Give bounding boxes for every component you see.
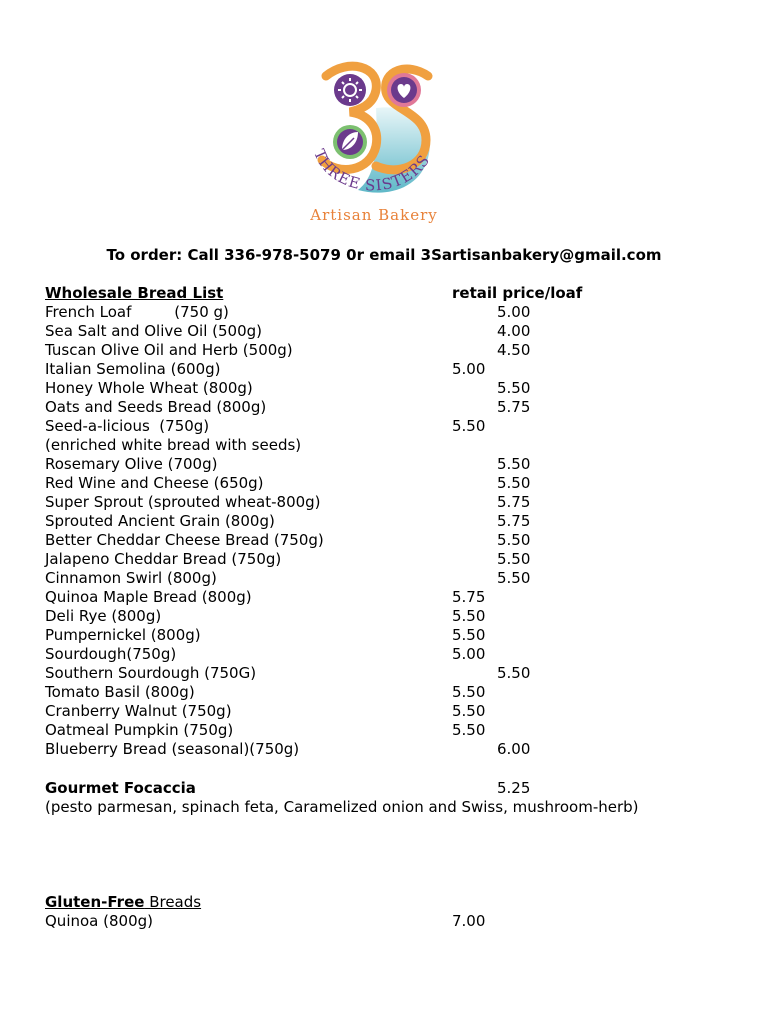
- item-price: 5.75: [497, 512, 531, 530]
- list-item: [45, 322, 745, 341]
- list-item: [45, 588, 745, 607]
- list-item: [45, 912, 745, 931]
- item-name: Sourdough(750g): [45, 645, 177, 663]
- gluten-free-header: [45, 893, 745, 912]
- list-item: [45, 417, 745, 436]
- item-name: Oatmeal Pumpkin (750g): [45, 721, 234, 739]
- logo-tagline: Artisan Bakery: [310, 206, 438, 224]
- item-price: 5.50: [497, 550, 531, 568]
- list-item: [45, 360, 745, 379]
- sun-icon: [334, 74, 366, 106]
- item-name: French Loaf (750 g): [45, 303, 229, 321]
- item-price: 7.00: [452, 912, 486, 930]
- item-price: 6.00: [497, 740, 531, 758]
- item-price: 5.50: [452, 626, 486, 644]
- list-item: [45, 379, 745, 398]
- item-name: Italian Semolina (600g): [45, 360, 221, 378]
- item-name: Quinoa (800g): [45, 912, 153, 930]
- list-item: [45, 740, 745, 759]
- item-price: 5.50: [497, 474, 531, 492]
- item-price: 4.50: [497, 341, 531, 359]
- item-price: 5.50: [497, 531, 531, 549]
- focaccia-varieties-text: (pesto parmesan, spinach feta, Caramelized onion and Swiss, mushroom-herb): [45, 798, 639, 816]
- leaf-icon: [333, 125, 367, 159]
- item-name: Southern Sourdough (750G): [45, 664, 257, 682]
- list-item: [45, 398, 745, 417]
- item-price: 5.00: [452, 645, 486, 663]
- list-item: [45, 436, 745, 455]
- item-price: 5.75: [497, 493, 531, 511]
- item-name: Sea Salt and Olive Oil (500g): [45, 322, 263, 340]
- item-price: 5.50: [497, 379, 531, 397]
- list-item: [45, 664, 745, 683]
- item-name: Super Sprout (sprouted wheat-800g): [45, 493, 321, 511]
- item-price: 5.75: [452, 588, 486, 606]
- list-item: [45, 721, 745, 740]
- item-name: Honey Whole Wheat (800g): [45, 379, 253, 397]
- item-name: Blueberry Bread (seasonal)(750g): [45, 740, 300, 758]
- item-price: 5.00: [497, 303, 531, 321]
- item-name: Red Wine and Cheese (650g): [45, 474, 264, 492]
- heart-icon: [387, 73, 421, 107]
- item-price: 5.50: [497, 569, 531, 587]
- item-price: 5.50: [452, 607, 486, 625]
- item-name: Tomato Basil (800g): [45, 683, 195, 701]
- item-name: Oats and Seeds Bread (800g): [45, 398, 267, 416]
- item-price: 5.50: [497, 455, 531, 473]
- list-item: [45, 303, 745, 322]
- list-item: [45, 341, 745, 360]
- item-price: 5.50: [452, 683, 486, 701]
- item-name: Tuscan Olive Oil and Herb (500g): [45, 341, 293, 359]
- list-item: [45, 455, 745, 474]
- list-item: [45, 550, 745, 569]
- wholesale-header: [45, 284, 745, 303]
- focaccia-row: [45, 779, 745, 798]
- focaccia-varieties: [45, 798, 745, 817]
- list-item: [45, 607, 745, 626]
- list-item: [45, 683, 745, 702]
- focaccia-price: 5.25: [497, 779, 531, 797]
- list-item: [45, 531, 745, 550]
- price-heading: retail price/loaf: [452, 284, 583, 302]
- list-item: [45, 702, 745, 721]
- item-name: Pumpernickel (800g): [45, 626, 201, 644]
- item-price: 5.50: [497, 664, 531, 682]
- item-name: Jalapeno Cheddar Bread (750g): [45, 550, 282, 568]
- item-price: 4.00: [497, 322, 531, 340]
- item-name: Deli Rye (800g): [45, 607, 162, 625]
- item-name: Cranberry Walnut (750g): [45, 702, 232, 720]
- order-contact: To order: Call 336-978-5079 0r email 3Sartisanbakery@gmail.com: [106, 246, 662, 264]
- item-price: 5.50: [452, 721, 486, 739]
- list-item: [45, 512, 745, 531]
- list-item: [45, 569, 745, 588]
- list-item: [45, 626, 745, 645]
- item-price: 5.50: [452, 702, 486, 720]
- focaccia-heading: Gourmet Focaccia: [45, 779, 196, 797]
- gluten-free-heading: [45, 893, 201, 912]
- item-price: 5.75: [497, 398, 531, 416]
- item-name: (enriched white bread with seeds): [45, 436, 302, 454]
- item-name: Seed-a-licious (750g): [45, 417, 210, 435]
- list-item: [45, 474, 745, 493]
- item-name: Sprouted Ancient Grain (800g): [45, 512, 275, 530]
- list-item: [45, 493, 745, 512]
- item-name: Quinoa Maple Bread (800g): [45, 588, 252, 606]
- bakery-logo: [258, 48, 510, 238]
- logo-name: THREE SISTERS: [310, 146, 434, 195]
- gluten-free-heading-rest: Breads: [144, 893, 202, 911]
- list-item: [45, 645, 745, 664]
- gluten-free-heading-bold: Gluten-Free: [45, 893, 145, 911]
- item-name: Better Cheddar Cheese Bread (750g): [45, 531, 324, 549]
- item-price: 5.00: [452, 360, 486, 378]
- wholesale-heading: Wholesale Bread List: [45, 284, 224, 302]
- item-price: 5.50: [452, 417, 486, 435]
- item-name: Rosemary Olive (700g): [45, 455, 218, 473]
- item-name: Cinnamon Swirl (800g): [45, 569, 217, 587]
